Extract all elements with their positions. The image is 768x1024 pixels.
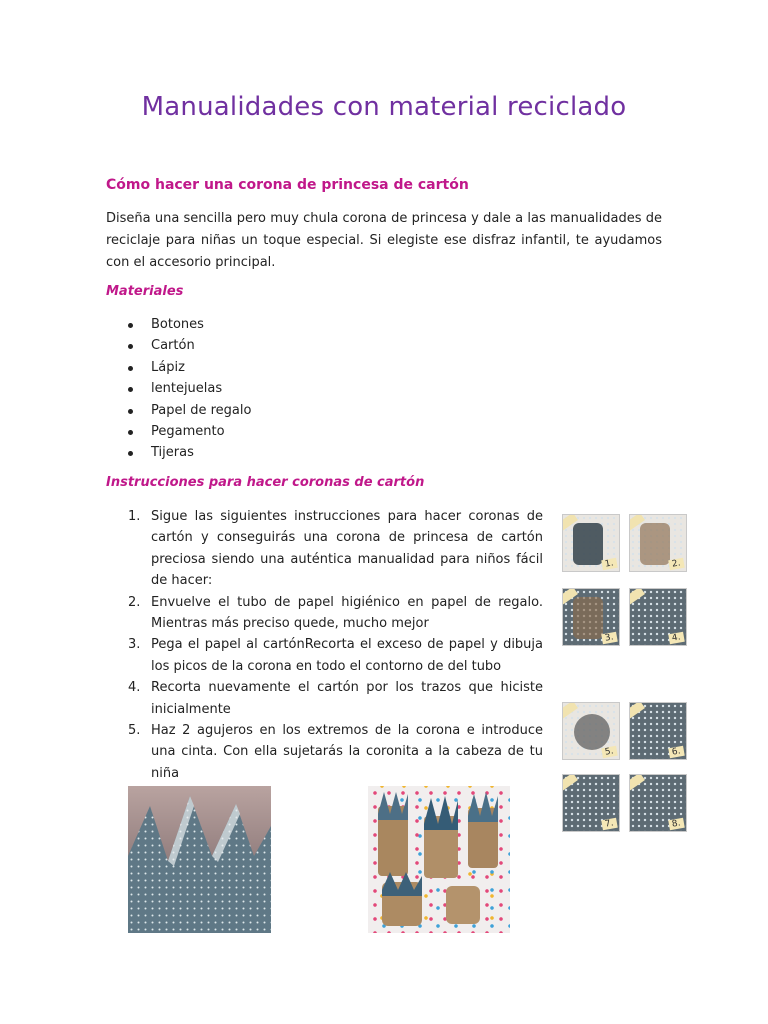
step-photo-2 (629, 514, 687, 572)
list-item: Papel de regalo (128, 400, 251, 421)
list-item (128, 634, 543, 677)
materials-heading: Materiales (106, 284, 184, 299)
step-number: 3. (128, 637, 141, 653)
finished-crowns-illustration (368, 786, 510, 933)
step-number: 1. (128, 509, 141, 524)
step-photo-8 (629, 774, 687, 832)
step-photo-label: 5. (602, 746, 618, 758)
intro-paragraph: Diseña una sencilla pero muy chula corona de princesa y dale a las manualidades de reciclaje para niñas un toque especial. Si elegiste ese disfraz infantil, te ayudamos con el accesorio principal. (106, 211, 662, 270)
document-title: Manualidades con material reciclado (141, 92, 627, 122)
step-text: Haz 2 agujeros en los extremos de la corona e introduce una cinta. Con ella sujetarás la coronita a la cabeza de tu niña (151, 723, 543, 781)
step-photo-label: 1. (602, 558, 618, 570)
materials-list (128, 314, 251, 464)
list-item: Botones (128, 314, 251, 335)
step-photo-label: 4. (669, 632, 685, 644)
step-photo-5 (562, 702, 620, 760)
list-item (128, 592, 543, 635)
step-number: 2. (128, 594, 141, 610)
step-photo-label: 3. (602, 632, 618, 644)
list-item (128, 506, 543, 592)
step-photo-label: 6. (669, 746, 685, 758)
list-item: Cartón (128, 335, 251, 356)
list-item: Tijeras (128, 442, 251, 463)
step-photo-1 (562, 514, 620, 572)
step-text: Envuelve el tubo de papel higiénico en papel de regalo. Mientras más preciso quede, mucho mejor (151, 594, 543, 632)
step-number: 5. (128, 723, 141, 739)
step-photo-3 (562, 588, 620, 646)
step-photo-label: 2. (669, 558, 685, 570)
list-item (128, 677, 543, 720)
step-number: 4. (128, 680, 141, 696)
list-item: lentejuelas (128, 378, 251, 399)
instructions-list (128, 506, 543, 784)
step-photo-4 (629, 588, 687, 646)
crown-closeup-photo (128, 786, 271, 933)
instructions-heading: Instrucciones para hacer coronas de cartón (106, 475, 425, 490)
list-item: Pegamento (128, 421, 251, 442)
crown-closeup-illustration (128, 786, 271, 933)
step-photo-7 (562, 774, 620, 832)
step-text: Pega el papel al cartónRecorta el exceso de papel y dibuja los picos de la corona en todo el contorno de del tubo (151, 637, 543, 674)
step-text: Recorta nuevamente el cartón por los trazos que hiciste inicialmente (151, 680, 543, 717)
section-heading: Cómo hacer una corona de princesa de cartón (106, 177, 469, 193)
step-text: Sigue las siguientes instrucciones para hacer coronas de cartón y conseguirás una corona de princesa de cartón preciosa siendo una auténtica manualidad para niños fácil de hacer: (151, 509, 543, 589)
list-item: Lápiz (128, 357, 251, 378)
step-photo-label: 8. (669, 818, 685, 830)
list-item (128, 720, 543, 784)
step-photo-6 (629, 702, 687, 760)
finished-crowns-photo (368, 786, 510, 933)
step-photo-label: 7. (602, 818, 618, 830)
